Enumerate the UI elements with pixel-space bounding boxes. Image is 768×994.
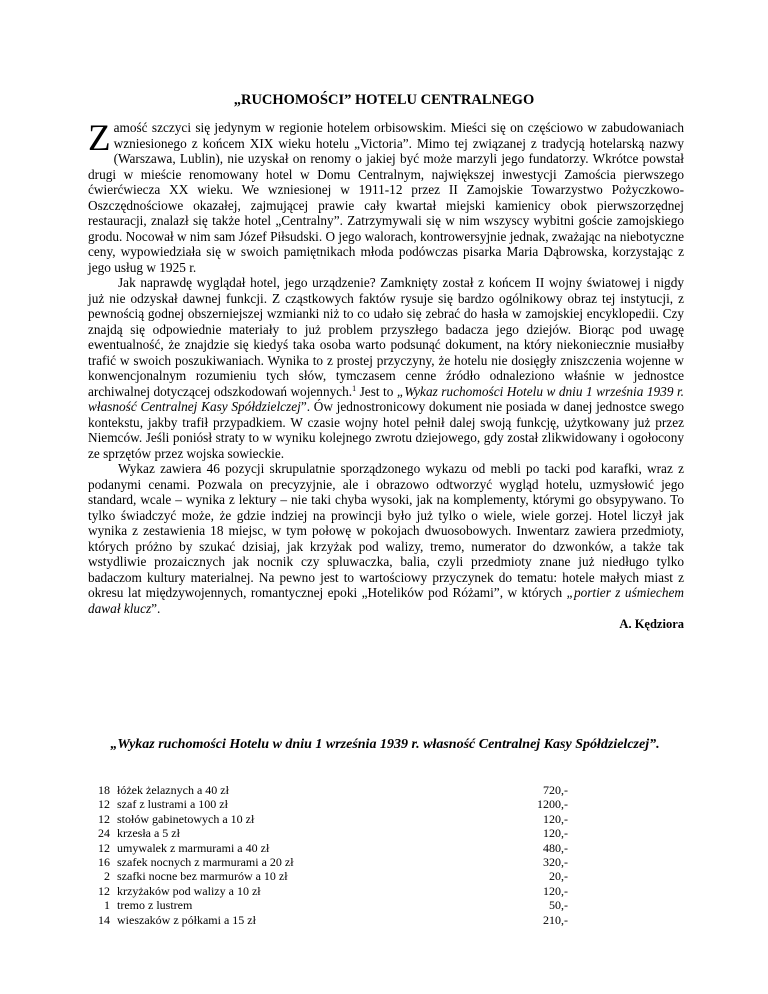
inventory-row [88,826,568,840]
page-title: „RUCHOMOŚCI” HOTELU CENTRALNEGO [233,92,535,108]
inventory-description: szafki nocne bez marmurów a 10 zł [117,869,288,884]
inventory-row [88,812,568,826]
paragraph-2-jest-to: Jest to [356,383,397,399]
inventory-quantity: 12 [98,811,110,826]
paragraph-1-text: amość szczyci się jedynym w regionie hotelem orbisowskim. Mieści się on częściowo w zabudowaniach wzniesionego z końcem XIX wieku hotelu „Victoria”. Mimo tej związanej z tradycją hotelarską nazwy (Warszawa, Lublin), nie uzyskał on renomy o jakiej być może marzyli jego fundatorzy. Wkrótce powstał drugi w mieście renomowany hotel w Domu Centralnym, największej inwestycji Zamościa pierwszego ćwierćwiecza XX wieku. We wzniesionej w 1911-12 przez II Zamojskie Towarzystwo Pożyczkowo-Oszczędnościowe okazałej, zajmującej prawie cały kwartał miejski kamienicy obok pierwszorzędnej restauracji, znalazł się także hotel „Centralny”. Zatrzymywali się w nim wszyscy wybitni goście zamojskiego grodu. Nocował w nim sam Józef Piłsudski. O jego walorach, kontrowersyjnie jednak, zważając na niebotyczne ceny, wypowiedziała się w swoich pamiętnikach młoda podówczas pisarka Maria Dąbrowska, korzystając z jego usług w 1925 r. [88,120,684,275]
inventory-description: łóżek żelaznych a 40 zł [117,783,229,797]
inventory-value: 120,- [543,826,568,841]
inventory-quantity: 14 [98,912,110,927]
inventory-quantity: 2 [104,869,110,884]
paragraph-2-text-start: Jak naprawdę wyglądał hotel, jego urządzenie? Zamknięty został z końcem II wojny światowej i nigdy już nie odzyskał dawnej funkcji. Z cząstkowych faktów rysuje się bardzo ogólnikowy obraz tej instytucji, z pewnością godnej obszerniejszej wzmianki niż to co udało się zebrać do hasła w zamojskiej encyklopedii. Czy znajdą się odpowiednie materiały to już problem przyszłego badacza jego dziejów. Biorąc pod uwagę ewentualność, że znajdzie się kiedyś taka osoba warto podsunąć dokument, na który niekoniecznie musiałby trafić w swoich poszukiwaniach. Wynika to z prostej przyczyny, że hotelu nie dosięgły zniszczenia wojenne w konwencjonalnym rozumieniu tych słów, tymczasem cenne źródło odnaleziono właśnie w jednostce archiwalnej dotyczącej odszkodowań wojennych. [88,275,684,399]
inventory-value: 20,- [549,869,568,884]
paragraph-2-text-end: ”. Ów jednostronicowy dokument nie posiada w danej jednostce swego kontekstu, jakby trafił przypadkiem. W czasie wojny hotel pełnił dalej swoją funkcję, użytkowany już przez Niemców. Jeśli poniósł straty to w wyniku kolejnego zwrotu dziejowego, gdy został zlikwidowany i ogołocony ze sprzętów przez wojska sowieckie. [88,399,684,461]
inventory-quantity: 18 [98,783,110,797]
paragraph-1 [88,120,684,275]
inventory-value: 720,- [543,783,568,797]
paragraph-3 [88,461,684,616]
paragraph-2 [88,275,684,461]
inventory-value: 120,- [543,811,568,826]
footnote-reference: 1 [352,383,357,393]
inventory-value: 320,- [543,854,568,869]
inventory-row [88,841,568,855]
inventory-description: krzyżaków pod walizy a 10 zł [117,883,261,898]
inventory-row [88,783,568,797]
inventory-row [88,913,568,927]
author-signature: A. Kędziora [619,617,684,631]
inventory-value: 120,- [543,883,568,898]
inventory-row [88,869,568,883]
inventory-value: 50,- [549,898,568,913]
drop-cap: Z [88,118,111,159]
inventory-description: szaf z lustrami a 100 zł [117,797,228,812]
inventory-value: 480,- [543,840,568,855]
inventory-quantity: 12 [98,883,110,898]
inventory-description: szafek nocnych z marmurami a 20 zł [117,854,294,869]
inventory-description: wieszaków z półkami a 15 zł [117,912,256,927]
inventory-row [88,884,568,898]
inventory-quantity: 16 [98,854,110,869]
inventory-value: 1200,- [537,797,568,812]
inventory-quantity: 12 [98,797,110,812]
inventory-description: tremo z lustrem [117,898,193,913]
inventory-description: umywalek z marmurami a 40 zł [117,840,270,855]
inventory-quantity: 12 [98,840,110,855]
inventory-quantity: 1 [104,898,110,913]
article-body [88,120,684,633]
inventory-row [88,797,568,811]
inventory-list [88,783,568,927]
paragraph-3-text-end: ”. [151,600,161,616]
inventory-quantity: 24 [98,826,110,841]
inventory-row [88,898,568,912]
inventory-row [88,855,568,869]
inventory-title: „Wykaz ruchomości Hotelu w dniu 1 września 1939 r. własność Centralnej Kasy Spółdzielczej”. [110,737,660,752]
paragraph-3-text-start: Wykaz zawiera 46 pozycji skrupulatnie sporządzonego wykazu od mebli po tacki pod karafki, wraz z podanymi cenami. Pozwala on precyzyjnie, ale i obrazowo odtworzyć wygląd hotelu, uzmysłowić jego standard, wcale – wynika z lektury – nie taki chyba wysoki, jak na komplementy, którymi go obsypywano. To tylko świadczyć może, że gdzie indziej na prowincji było już tylko o wiele, wiele gorzej. Hotel liczył jak wynika z zestawienia 18 miejsc, w tym połowę w pokojach dwuosobowych. Inwentarz zawiera przedmioty, których próżno by szukać dzisiaj, jak krzyżak pod walizy, tremo, numerator do dzwonków, a także tak wstydliwie prozaicznych jak nocnik czy spluwaczka, balia, czyli przedmioty znane już niedługo tylko badaczom kultury materialnej. Na pewno jest to wartościowy przyczynek do tematu: hotele małych miast z okresu lat międzywojennych, romantycznej epoki „Hotelików pod Różami”, w których [88,461,684,600]
inventory-value: 210,- [543,912,568,927]
quoted-phrase: „portier z uśmiechem dawał klucz [88,585,684,616]
inventory-description: krzesła a 5 zł [117,826,180,841]
document-title-reference: „Wykaz ruchomości Hotelu w dniu 1 września 1939 r. własność Centralnej Kasy Spółdzielczej [88,383,684,414]
inventory-description: stołów gabinetowych a 10 zł [117,811,255,826]
